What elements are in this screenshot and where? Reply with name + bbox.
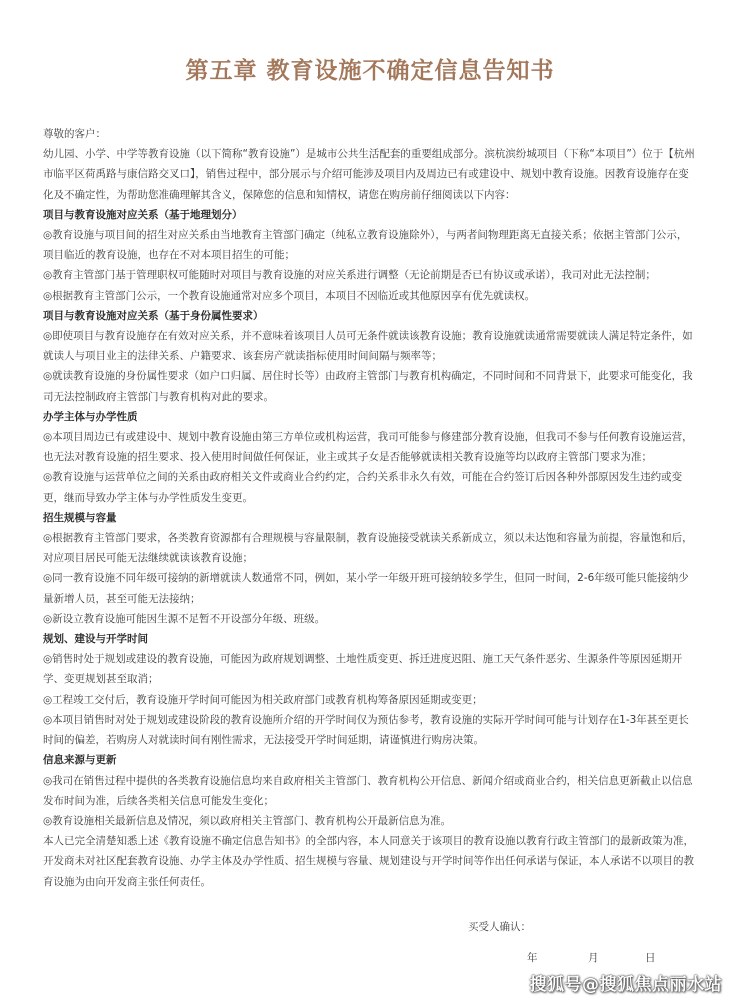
date-year: 年 (527, 952, 538, 964)
section-paragraph: ◎销售时处于规划或建设的教育设施，可能因为政府规划调整、土地性质变更、拆迁进度迟阻、施工天气条件恶劣、生源条件等原因延期开学、变更规划甚至取消； (43, 653, 683, 686)
section-paragraph: ◎就读教育设施的身份属性要求（如户口归属、居住时长等）由政府主管部门与教育机构确定，不同时间和不同背景下，此要求可能变化，我司无法控制政府主管部门与教育机构对此的要求。 (43, 370, 693, 403)
section-heading: 招生规模与容量 (43, 511, 117, 524)
section-paragraph: ◎我司在销售过程中提供的各类教育设施信息均来自政府相关主管部门、教育机构公开信息、新闻介绍或商业合约，相关信息更新截止以信息发布时间为准，后续各类相关信息可能发生变化； (43, 774, 693, 807)
section-paragraph: ◎即使项目与教育设施存在有效对应关系，并不意味着该项目人员可无条件就读该教育设施；教育设施就读通常需要就读人满足特定条件，如就读人与项目业主的法律关系、户籍要求、该套房产就读指标使用时间间隔与频率等； (43, 330, 693, 363)
greeting: 尊敬的客户： (43, 128, 106, 140)
section-heading: 办学主体与办学性质 (43, 410, 138, 423)
section-capacity (43, 508, 695, 629)
section-paragraph: ◎教育主管部门基于管理职权可能随时对项目与教育设施的对应关系进行调整（无论前期是否已有协议或承诺），我司对此无法控制； (43, 269, 656, 282)
date-day: 日 (645, 952, 656, 964)
section-location (43, 205, 695, 306)
section-identity (43, 306, 695, 407)
section-heading: 项目与教育设施对应关系（基于身份属性要求） (43, 309, 264, 322)
section-heading: 项目与教育设施对应关系（基于地理划分） (43, 208, 243, 221)
signature-label: 买受人确认： (468, 921, 531, 933)
document-body (43, 124, 695, 892)
section-schedule (43, 629, 695, 750)
section-paragraph: ◎教育设施与运营单位之间的关系由政府相关文件或商业合约约定，合约关系非永久有效，可能在合约签订后因各种外部原因发生违约或变更，继而导致办学主体与办学性质发生变更。 (43, 471, 683, 504)
section-heading: 信息来源与更新 (43, 754, 117, 767)
section-paragraph: ◎本项目周边已有或建设中、规划中教育设施由第三方单位或机构运营，我司可能参与修建部分教育设施，但我司不参与任何教育设施运营，也无法对教育设施的招生要求、投入使用时间做任何保证，业主或其子女是否能够就读相关教育设施等均以政府主管部门要求为准； (43, 431, 693, 464)
section-paragraph: ◎同一教育设施不同年级可接纳的新增就读人数通常不同，例如，某小学一年级开班可接纳较多学生，但同一时间，2-6年级可能只能接纳少量新增人员，甚至可能无法接纳； (43, 572, 689, 605)
date-month: 月 (588, 952, 599, 964)
section-operator (43, 407, 695, 508)
section-heading: 规划、建设与开学时间 (43, 633, 148, 646)
intro-paragraph: 幼儿园、小学、中学等教育设施（以下简称“教育设施”）是城市公共生活配套的重要组成部分。滨杭滨纷城项目（下称“本项目”）位于【杭州市临平区荷禹路与康信路交叉口】，销售过程中，部分展示与介绍可能涉及项目内及周边已有或建设中、规划中教育设施。因教育设施存在变化及不确定性，为帮助您准确理解其含义，保障您的信息和知情权，请您在购房前仔细阅读以下内容： (43, 148, 695, 201)
section-paragraph: ◎教育设施与项目间的招生对应关系由当地教育主管部门确定（纯私立教育设施除外），与两者间物理距离无直接关系；依据主管部门公示，项目临近的教育设施，也存在不对本项目招生的可能； (43, 229, 688, 262)
section-paragraph: ◎本项目销售时对处于规划或建设阶段的教育设施所介绍的开学时间仅为预估参考，教育设施的实际开学时间可能与计划存在1-3年甚至更长时间的偏差，若购房人对就读时间有刚性需求，无法接受开学时间延期，请谨慎进行购房决策。 (43, 713, 689, 747)
closing-paragraph: 本人已完全清楚知悉上述《教育设施不确定信息告知书》的全部内容，本人同意关于该项目的教育设施以教育行政主管部门的最新政策为准，开发商未对社区配套教育设施、办学主体及办学性质、招生规模与容量、规划建设与开学时间等作出任何承诺与保证，本人承诺不以项目的教育设施为由向开发商主张任何责任。 (43, 835, 694, 888)
section-paragraph: ◎根据教育主管部门要求，各类教育资源都有合理规模与容量限制，教育设施接受就读关系新成立，须以未达饱和容量为前提，容量饱和后，对应项目居民可能无法继续就读该教育设施； (43, 532, 693, 565)
section-paragraph: ◎根据教育主管部门公示，一个教育设施通常对应多个项目，本项目不因临近或其他原因享有优先就读权。 (43, 289, 536, 302)
section-info-source (43, 750, 695, 831)
watermark-text: 搜狐号@搜狐焦点丽水站 (529, 975, 722, 995)
section-paragraph: ◎工程竣工交付后，教育设施开学时间可能因为相关政府部门或教育机构筹备原因延期或变更； (43, 693, 483, 706)
section-paragraph: ◎教育设施相关最新信息及情况，须以政府相关主管部门、教育机构公开最新信息为准。 (43, 814, 452, 827)
document-title: 第五章 教育设施不确定信息告知书 (185, 58, 555, 84)
section-paragraph: ◎新设立教育设施可能因生源不足暂不开设部分年级、班级。 (43, 612, 326, 625)
